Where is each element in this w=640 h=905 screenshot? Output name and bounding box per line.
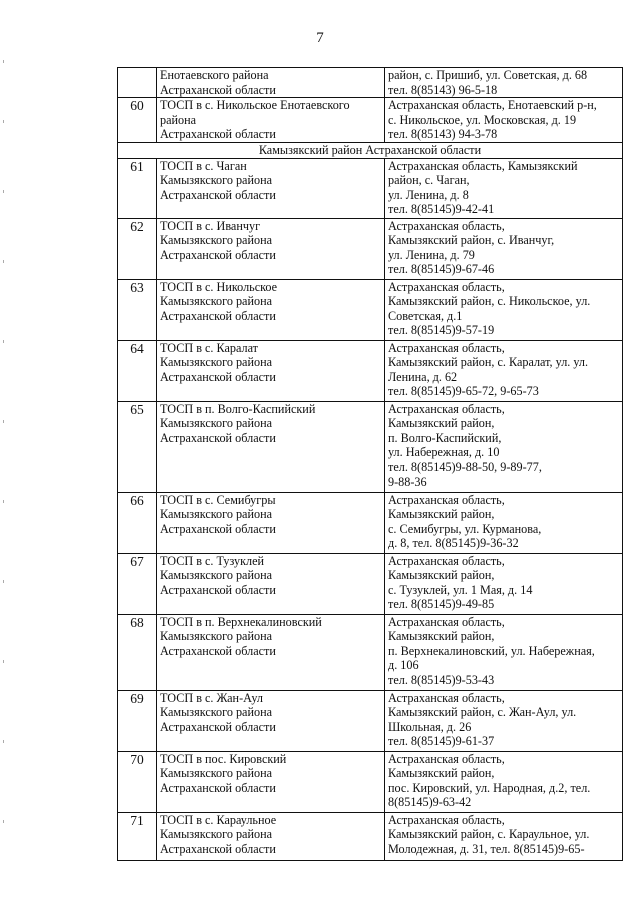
- organization-address: Астраханская область, Камызякский район, с. Жан-Аул, ул. Школьная, д. 26 тел. 8(85145)9-61-37: [385, 690, 623, 751]
- row-number: 62: [118, 218, 157, 279]
- organization-address: Астраханская область, Камызякский район, п. Верхнекалиновский, ул. Набережная, д. 106 тел. 8(85145)9-53-43: [385, 614, 623, 690]
- organization-address: Астраханская область, Камызякский район, с. Никольское, ул. Советская, д.1 тел. 8(85145)9-57-19: [385, 279, 623, 340]
- organization-address: район, с. Пришиб, ул. Советская, д. 68 тел. 8(85143) 96-5-18: [385, 68, 623, 98]
- table-body: [118, 68, 623, 861]
- organization-name: ТОСП в п. Верхнекалиновский Камызякского района Астраханской области: [157, 614, 385, 690]
- table-row: [118, 492, 623, 553]
- table-row: [118, 751, 623, 812]
- organization-name: ТОСП в с. Семибугры Камызякского района Астраханской области: [157, 492, 385, 553]
- organization-address: Астраханская область, Камызякский район, п. Волго-Каспийский, ул. Набережная, д. 10 тел. 8(85145)9-88-50, 9-89-77, 9-88-36: [385, 401, 623, 492]
- organization-address: Астраханская область, Камызякский район, пос. Кировский, ул. Народная, д.2, тел. 8(85145)9-63-42: [385, 751, 623, 812]
- table-row: [118, 98, 623, 143]
- organization-name: Енотаевского района Астраханской области: [157, 68, 385, 98]
- row-number: 67: [118, 553, 157, 614]
- organization-name: ТОСП в с. Тузуклей Камызякского района Астраханской области: [157, 553, 385, 614]
- section-header-row: [118, 142, 623, 158]
- organization-name: ТОСП в с. Никольское Камызякского района Астраханской области: [157, 279, 385, 340]
- table-row: [118, 614, 623, 690]
- scan-edge-marks: [0, 0, 12, 905]
- table-row: [118, 401, 623, 492]
- organization-name: ТОСП в пос. Кировский Камызякского района Астраханской области: [157, 751, 385, 812]
- row-number: 68: [118, 614, 157, 690]
- row-number: 66: [118, 492, 157, 553]
- section-title: Камызякский район Астраханской области: [118, 142, 623, 158]
- table-row: [118, 218, 623, 279]
- organization-address: Астраханская область, Камызякский район, с. Иванчуг, ул. Ленина, д. 79 тел. 8(85145)9-67-46: [385, 218, 623, 279]
- organization-address: Астраханская область, Камызякский район, с. Тузуклей, ул. 1 Мая, д. 14 тел. 8(85145)9-49-85: [385, 553, 623, 614]
- table-row: [118, 279, 623, 340]
- row-number: [118, 68, 157, 98]
- organization-name: ТОСП в с. Чаган Камызякского района Астраханской области: [157, 158, 385, 218]
- organization-name: ТОСП в с. Караульное Камызякского района Астраханской области: [157, 812, 385, 860]
- row-number: 63: [118, 279, 157, 340]
- table-row: [118, 812, 623, 860]
- row-number: 71: [118, 812, 157, 860]
- organization-name: ТОСП в с. Иванчуг Камызякского района Астраханской области: [157, 218, 385, 279]
- table-row: [118, 158, 623, 218]
- row-number: 60: [118, 98, 157, 143]
- organizations-table: [117, 67, 623, 861]
- row-number: 65: [118, 401, 157, 492]
- table-row: [118, 340, 623, 401]
- organization-address: Астраханская область, Енотаевский р-н, с. Никольское, ул. Московская, д. 19 тел. 8(85143) 94-3-78: [385, 98, 623, 143]
- organization-address: Астраханская область, Камызякский район, с. Каралат, ул. ул. Ленина, д. 62 тел. 8(85145)9-65-72, 9-65-73: [385, 340, 623, 401]
- table-row: [118, 553, 623, 614]
- row-number: 61: [118, 158, 157, 218]
- organization-name: ТОСП в с. Каралат Камызякского района Астраханской области: [157, 340, 385, 401]
- table-row: [118, 690, 623, 751]
- row-number: 64: [118, 340, 157, 401]
- table-row: [118, 68, 623, 98]
- organization-address: Астраханская область, Камызякский район, с. Караульное, ул. Молодежная, д. 31, тел. 8(85145)9-65-: [385, 812, 623, 860]
- page-number: 7: [316, 30, 324, 46]
- row-number: 70: [118, 751, 157, 812]
- row-number: 69: [118, 690, 157, 751]
- organization-address: Астраханская область, Камызякский район, с. Чаган, ул. Ленина, д. 8 тел. 8(85145)9-42-41: [385, 158, 623, 218]
- organization-name: ТОСП в с. Жан-Аул Камызякского района Астраханской области: [157, 690, 385, 751]
- organization-address: Астраханская область, Камызякский район, с. Семибугры, ул. Курманова, д. 8, тел. 8(85145)9-36-32: [385, 492, 623, 553]
- organization-name: ТОСП в с. Никольское Енотаевского района Астраханской области: [157, 98, 385, 143]
- organization-name: ТОСП в п. Волго-Каспийский Камызякского района Астраханской области: [157, 401, 385, 492]
